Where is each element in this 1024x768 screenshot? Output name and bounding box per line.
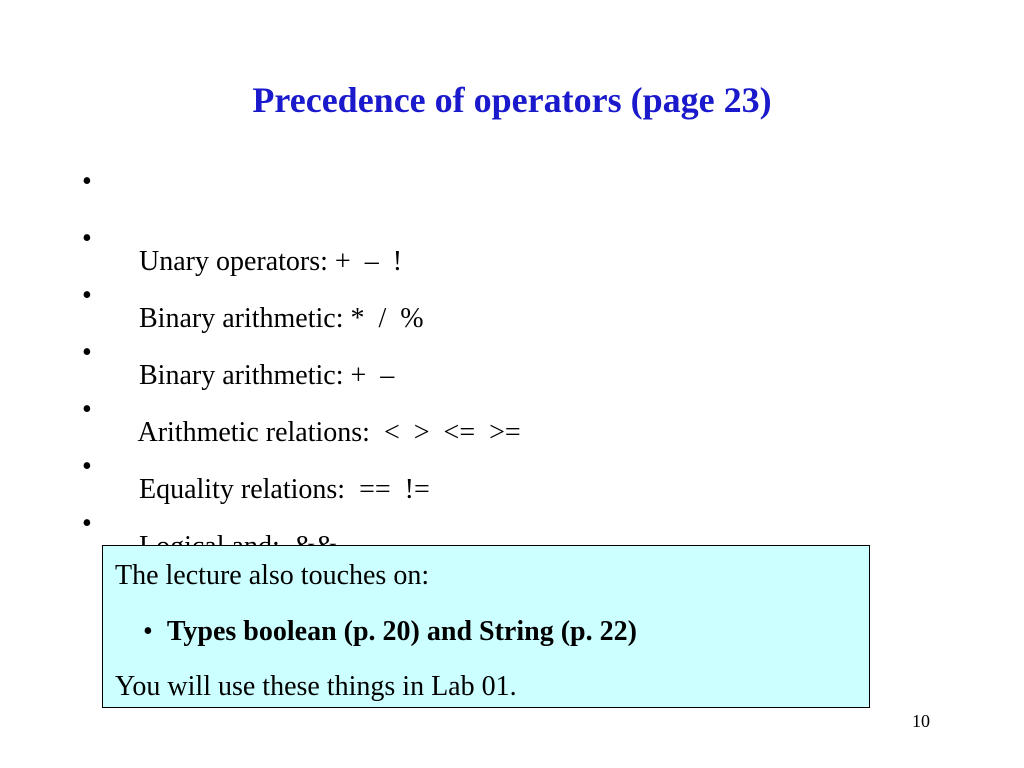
note-intro: The lecture also touches on: bbox=[115, 560, 430, 591]
list-item-binary-additive bbox=[82, 276, 521, 391]
list-item-text: Equality relations: == != bbox=[139, 474, 430, 505]
note-box bbox=[102, 545, 870, 708]
bullet-icon: • bbox=[82, 223, 92, 254]
operator-precedence-list bbox=[82, 162, 521, 561]
list-item-text: Binary arithmetic: * / % bbox=[139, 303, 424, 334]
bullet-icon: • bbox=[82, 166, 92, 197]
note-outro: You will use these things in Lab 01. bbox=[115, 671, 517, 702]
note-item-text: Types boolean (p. 20) and String (p. 22) bbox=[166, 616, 637, 647]
list-item-unary-operators bbox=[82, 162, 521, 277]
bullet-icon: • bbox=[82, 508, 92, 539]
bullet-icon: • bbox=[82, 394, 92, 425]
list-item-binary-multiplicative bbox=[82, 219, 521, 334]
bullet-icon: • bbox=[82, 451, 92, 482]
bullet-icon: • bbox=[82, 337, 92, 368]
page-number: 10 bbox=[912, 711, 930, 731]
bullet-icon: • bbox=[143, 616, 153, 647]
note-list-item bbox=[143, 612, 637, 652]
list-item-logical-and bbox=[82, 447, 521, 504]
list-item-equality-relations bbox=[82, 390, 521, 505]
bullet-icon: • bbox=[82, 280, 92, 311]
list-item-arithmetic-relations bbox=[82, 333, 521, 448]
slide-title: Precedence of operators (page 23) bbox=[252, 80, 772, 120]
list-item-text: Binary arithmetic: + – bbox=[139, 360, 395, 391]
list-item-text: Unary operators: + – ! bbox=[139, 246, 403, 277]
list-item-text: Arithmetic relations: < > <= >= bbox=[137, 417, 521, 448]
